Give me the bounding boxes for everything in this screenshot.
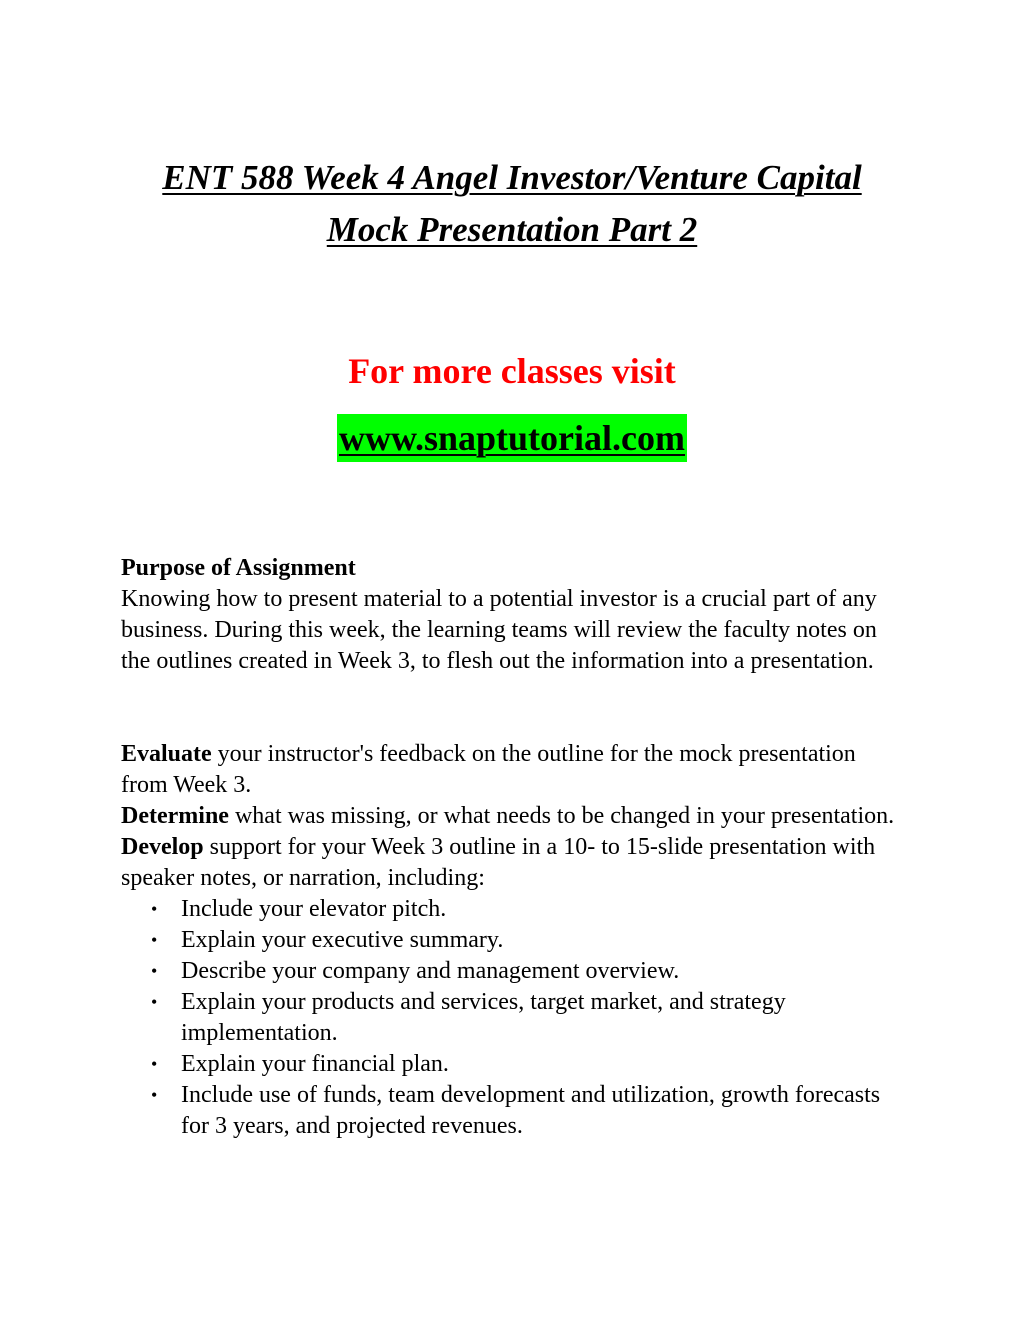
instruction-determine	[121, 801, 901, 832]
list-item-text: Explain your executive summary.	[181, 927, 504, 953]
list-item-text: Explain your financial plan.	[181, 1051, 449, 1077]
bullet-icon: •	[151, 961, 158, 981]
list-item	[121, 987, 901, 1049]
instruction-verb: Develop	[121, 834, 204, 860]
snaptutorial-link[interactable]: www.snaptutorial.com	[337, 414, 687, 462]
list-item	[121, 925, 901, 956]
list-item	[121, 1049, 901, 1080]
requirements-list	[121, 894, 901, 1142]
list-item-text: Explain your products and services, target market, and strategy implementation.	[181, 989, 786, 1046]
bullet-icon: •	[151, 1085, 158, 1105]
title-line-1: ENT 588 Week 4 Angel Investor/Venture Capital	[162, 158, 862, 197]
document-title	[0, 152, 1024, 256]
instruction-evaluate	[121, 739, 901, 801]
promo-text: For more classes visit	[348, 351, 676, 391]
purpose-heading: Purpose of Assignment	[121, 555, 356, 581]
promo-link-container	[0, 414, 1024, 462]
document-body	[121, 553, 901, 1142]
instruction-text: support for your Week 3 outline in a 10- to 15-slide presentation with speaker notes, or narration, including:	[121, 834, 876, 891]
instruction-text: what was missing, or what needs to be changed in your presentation.	[228, 803, 895, 829]
instruction-text: your instructor's feedback on the outline for the mock presentation from Week 3.	[121, 741, 856, 798]
bullet-icon: •	[151, 1054, 158, 1074]
section-spacer	[121, 677, 901, 739]
title-line-2: Mock Presentation Part 2	[326, 210, 698, 249]
list-item-text: Include your elevator pitch.	[181, 896, 447, 922]
instruction-develop	[121, 832, 901, 894]
instruction-verb: Determine	[121, 803, 229, 829]
list-item	[121, 894, 901, 925]
bullet-icon: •	[151, 899, 158, 919]
bullet-icon: •	[151, 992, 158, 1012]
list-item	[121, 1080, 901, 1142]
list-item-text: Include use of funds, team development and utilization, growth forecasts for 3 years, and projected revenues.	[181, 1082, 881, 1139]
list-item-text: Describe your company and management overview.	[181, 958, 680, 984]
bullet-icon: •	[151, 930, 158, 950]
purpose-paragraph: Knowing how to present material to a potential investor is a crucial part of any business. During this week, the learning teams will review the faculty notes on the outlines created in Week 3, to flesh out the information into a presentation.	[121, 586, 877, 674]
list-item	[121, 956, 901, 987]
instruction-verb: Evaluate	[121, 741, 212, 767]
